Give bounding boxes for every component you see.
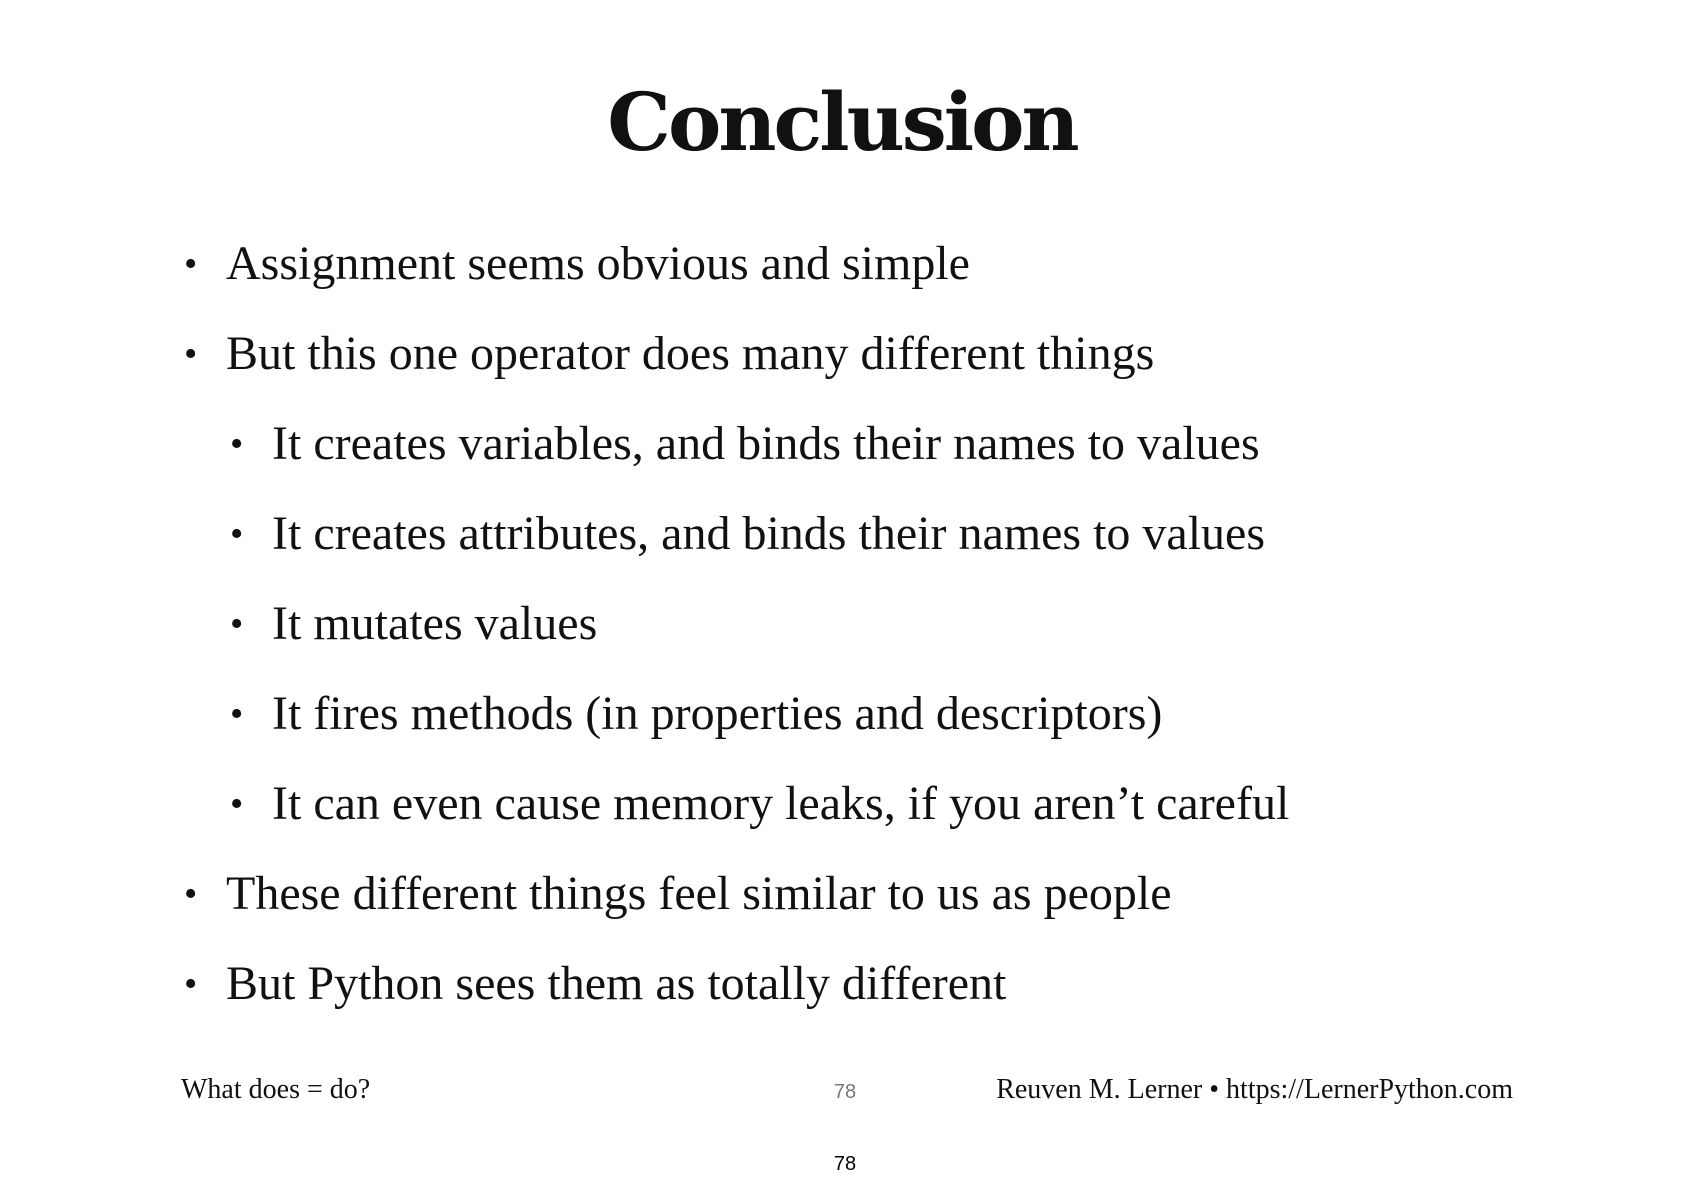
bullet-marker: • bbox=[184, 333, 198, 375]
bullet-marker: • bbox=[230, 783, 244, 825]
bullet-marker: • bbox=[230, 423, 244, 465]
bullet-marker: • bbox=[230, 513, 244, 555]
bullet-item bbox=[184, 324, 1155, 384]
bullet-marker: • bbox=[230, 693, 244, 735]
sub-bullet-item bbox=[230, 414, 1260, 474]
bullet-text: It mutates values bbox=[272, 597, 598, 650]
bullet-text: Assignment seems obvious and simple bbox=[226, 237, 970, 290]
footer-author: Reuven M. Lerner • https://LernerPython.com bbox=[996, 1074, 1513, 1105]
bullet-text: It creates attributes, and binds their names to values bbox=[272, 507, 1266, 560]
sub-bullet-item bbox=[230, 774, 1290, 834]
bullet-text: But this one operator does many different things bbox=[226, 327, 1155, 380]
bullet-text: It fires methods (in properties and descriptors) bbox=[272, 687, 1163, 740]
footer-slide-number: 78 bbox=[833, 1081, 857, 1103]
slide-title: Conclusion bbox=[607, 75, 1077, 169]
bullet-marker: • bbox=[184, 963, 198, 1005]
bullet-text: It creates variables, and binds their names to values bbox=[272, 417, 1260, 470]
bullet-text: It can even cause memory leaks, if you aren’t careful bbox=[272, 777, 1290, 830]
footer-title: What does = do? bbox=[181, 1074, 371, 1105]
sub-bullet-item bbox=[230, 594, 598, 654]
sub-bullet-item bbox=[230, 684, 1163, 744]
bullet-item bbox=[184, 234, 970, 294]
bullet-text: These different things feel similar to us as people bbox=[226, 867, 1172, 920]
sub-bullet-item bbox=[230, 504, 1266, 564]
bullet-marker: • bbox=[230, 603, 244, 645]
page-number: 78 bbox=[833, 1153, 857, 1175]
bullet-item bbox=[184, 954, 1007, 1014]
bullet-item bbox=[184, 864, 1172, 924]
bullet-marker: • bbox=[184, 243, 198, 285]
bullet-marker: • bbox=[184, 873, 198, 915]
bullet-text: But Python sees them as totally different bbox=[226, 957, 1007, 1010]
